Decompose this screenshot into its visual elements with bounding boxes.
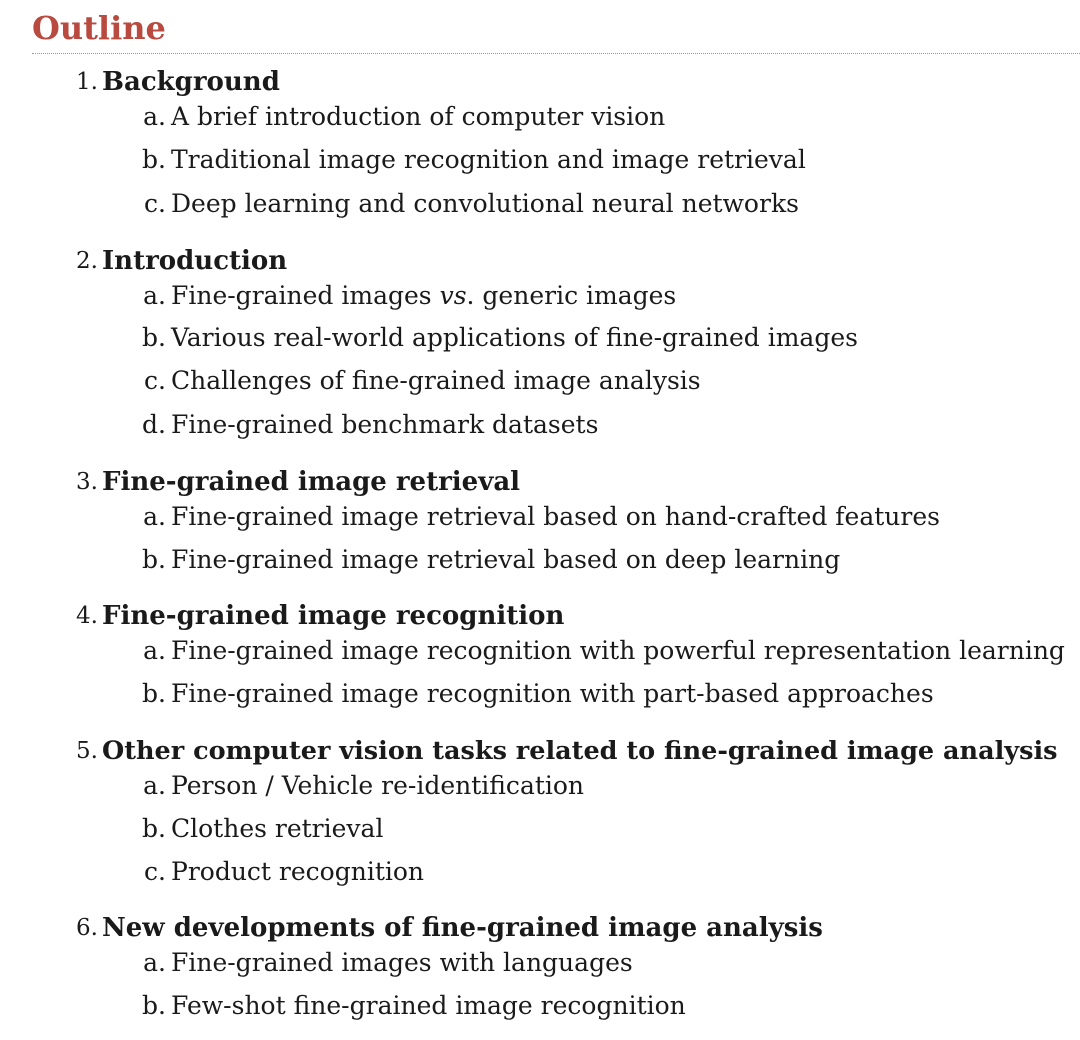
section-number: 5. [76,738,98,764]
item-text-part: Fine-grained images [171,281,440,310]
list-item [0,545,1080,575]
list-item [0,814,1080,844]
section-heading [0,600,1080,632]
item-text-italic: vs [439,281,467,310]
item-text: Fine-grained image recognition with part-based approaches [171,679,934,708]
list-item [0,679,1080,709]
item-text: Deep learning and convolutional neural networks [171,189,799,218]
list-item [0,636,1080,666]
item-text [171,281,676,311]
item-letter: a. [143,281,166,310]
section-title: New developments of fine-grained image analysis [102,913,823,943]
list-item [0,991,1080,1021]
section-number: 3. [76,469,98,495]
item-text: Product recognition [171,857,425,886]
item-text-part: . generic images [466,281,677,310]
item-text: Clothes retrieval [171,814,384,843]
list-item [0,281,1080,311]
item-text: Few-shot fine-grained image recognition [171,991,686,1020]
list-item [0,145,1080,175]
item-letter: d. [142,410,166,439]
section-number: 1. [76,69,98,95]
item-letter: b. [142,145,166,174]
item-text: Fine-grained images with languages [171,948,633,977]
list-item [0,323,1080,353]
title-divider [32,53,1080,54]
section-heading [0,735,1080,767]
item-letter: a. [143,771,166,800]
section-heading [0,912,1080,944]
list-item [0,410,1080,440]
item-letter: a. [143,636,166,665]
item-text: Fine-grained image retrieval based on hand-crafted features [171,502,940,531]
section-heading [0,466,1080,498]
list-item [0,502,1080,532]
item-text: Fine-grained image recognition with powerful representation learning [171,636,1065,665]
page-title: Outline [32,9,166,47]
list-item [0,948,1080,978]
section-title: Fine-grained image retrieval [102,467,521,497]
item-letter: b. [142,814,166,843]
item-text: Person / Vehicle re-identification [171,771,585,800]
section-title: Other computer vision tasks related to fine-grained image analysis [102,736,1058,766]
item-letter: b. [142,545,166,574]
item-letter: c. [144,366,166,395]
list-item [0,771,1080,801]
section-title: Background [102,67,280,97]
section-title: Introduction [102,246,288,276]
item-text: Fine-grained benchmark datasets [171,410,599,439]
item-letter: a. [143,502,166,531]
item-letter: c. [144,189,166,218]
item-letter: b. [142,323,166,352]
list-item [0,102,1080,132]
list-item [0,189,1080,219]
section-heading [0,245,1080,277]
list-item [0,366,1080,396]
list-item [0,857,1080,887]
section-number: 2. [76,248,98,274]
item-text: Traditional image recognition and image retrieval [171,145,806,174]
item-letter: b. [142,991,166,1020]
item-text: Challenges of fine-grained image analysis [171,366,701,395]
section-number: 6. [76,915,98,941]
section-heading [0,66,1080,98]
section-number: 4. [76,603,98,629]
item-letter: a. [143,948,166,977]
section-title: Fine-grained image recognition [102,601,565,631]
item-letter: b. [142,679,166,708]
item-letter: c. [144,857,166,886]
item-text: Various real-world applications of fine-grained images [171,323,858,352]
item-text: A brief introduction of computer vision [171,102,666,131]
item-letter: a. [143,102,166,131]
item-text: Fine-grained image retrieval based on deep learning [171,545,841,574]
